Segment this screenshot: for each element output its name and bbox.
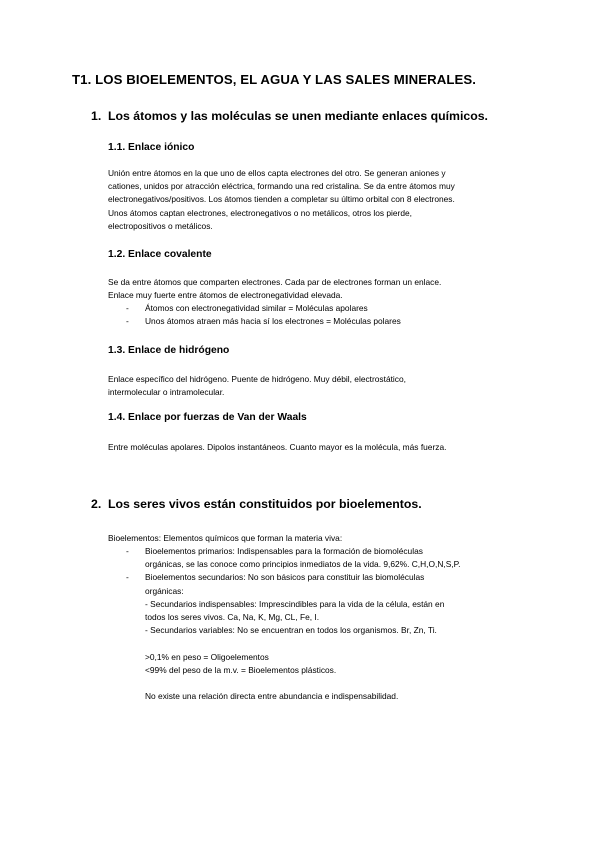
text-line: - Secundarios variables: No se encuentran en todos los organismos. Br, Zn, Ti. [145, 625, 437, 636]
text-line: Enlace muy fuerte entre átomos de electronegatividad elevada. [108, 290, 343, 301]
bullet-dash: - [126, 303, 129, 313]
text-line: Bioelementos: Elementos químicos que forman la materia viva: [108, 533, 343, 543]
text-line: - Secundarios indispensables: Imprescindibles para la vida de la célula, están en [145, 598, 445, 609]
subsection-1-1-heading: 1.1. Enlace iónico [108, 142, 195, 153]
list-item [108, 571, 460, 637]
subsection-1-4-text [108, 441, 446, 454]
section-1-number: 1. [91, 109, 102, 123]
document-title: T1. LOS BIOELEMENTOS, EL AGUA Y LAS SALES MINERALES. [72, 72, 477, 87]
text-line: Unos átomos captan electrones, electronegativos o no metálicos, otros los pierde, [108, 207, 412, 218]
list-item [108, 302, 401, 315]
subsection-1-2-bullets [108, 302, 401, 328]
section-2-notes [145, 651, 336, 677]
subsection-1-1-text [108, 167, 455, 233]
text-line: >0,1% en peso = Oligoelementos [145, 652, 269, 662]
section-2-intro [108, 532, 342, 545]
bullet-dash: - [126, 572, 129, 583]
bullet-dash: - [126, 546, 129, 556]
text-line: Átomos con electronegatividad similar = Moléculas apolares [145, 303, 368, 313]
subsection-1-3-heading: 1.3. Enlace de hidrógeno [108, 345, 230, 356]
text-line: electronegativos/positivos. Los átomos tienden a completar su último orbital con 8 electrones. [108, 194, 455, 205]
text-line: electropositivos o metálicos. [108, 220, 213, 231]
bullet-dash: - [126, 316, 129, 327]
text-line: cationes, unidos por atracción eléctrica, formando una red cristalina. Se da entre átomos muy [108, 181, 455, 192]
section-1-heading [91, 109, 488, 123]
subsection-1-2-heading: 1.2. Enlace covalente [108, 249, 212, 260]
text-line: No existe una relación directa entre abundancia e indispensabilidad. [145, 691, 399, 701]
section-2-final [145, 690, 398, 703]
text-line: orgánicas, se las conoce como principios inmediatos de la vida. 9,62%. C,H,O,N,S,P. [145, 559, 461, 570]
section-2-heading [91, 497, 422, 511]
text-line: intermolecular o intramolecular. [108, 387, 225, 398]
text-line: Unos átomos atraen más hacia sí los electrones = Moléculas polares [145, 316, 401, 327]
subsection-1-3-text [108, 373, 406, 399]
text-line: Entre moléculas apolares. Dipolos instantáneos. Cuanto mayor es la molécula, más fuerza. [108, 442, 447, 452]
section-2-bullets [108, 545, 460, 637]
list-item [108, 315, 401, 328]
text-line: Bioelementos secundarios: No son básicos para constituir las biomoléculas [145, 572, 425, 583]
text-line: Bioelementos primarios: Indispensables para la formación de biomoléculas [145, 546, 423, 556]
text-line: Unión entre átomos en la que uno de ellos capta electrones del otro. Se generan aniones y [108, 168, 446, 178]
subsection-1-4-heading: 1.4. Enlace por fuerzas de Van der Waals [108, 412, 307, 423]
section-2-number: 2. [91, 497, 102, 511]
section-1-title: Los átomos y las moléculas se unen mediante enlaces químicos. [108, 109, 488, 123]
text-line: Se da entre átomos que comparten electrones. Cada par de electrones forman un enlace. [108, 277, 442, 287]
text-line: todos los seres vivos. Ca, Na, K, Mg, CL, Fe, I. [145, 611, 320, 622]
text-line: Enlace específico del hidrógeno. Puente de hidrógeno. Muy débil, electrostático, [108, 374, 406, 384]
section-2-title: Los seres vivos están constituidos por bioelementos. [108, 497, 422, 511]
subsection-1-2-text [108, 276, 441, 302]
list-item [108, 545, 460, 571]
text-line: <99% del peso de la m.v. = Bioelementos plásticos. [145, 665, 337, 676]
text-line: orgánicas: [145, 585, 184, 596]
